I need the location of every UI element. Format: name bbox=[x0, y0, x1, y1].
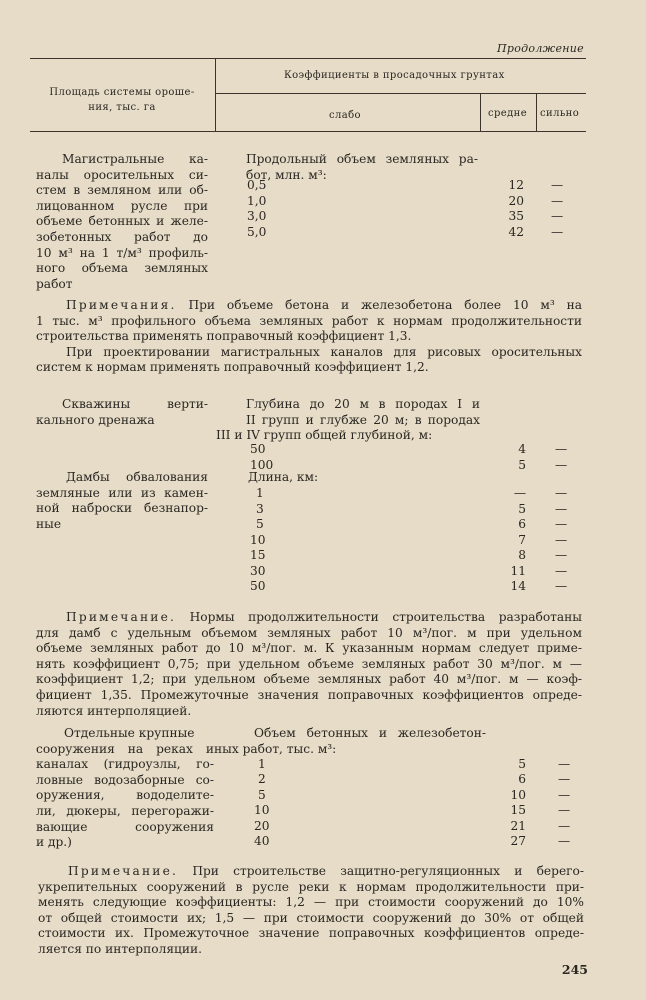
note3-line: укрепительных сооружений в русле реки к нормам продолжительности при- bbox=[38, 879, 584, 894]
section1-param-line: Продольный объем земляных ра- bbox=[246, 152, 478, 166]
section4-name bbox=[36, 726, 214, 851]
row-medium: 12 bbox=[508, 178, 524, 192]
row-strong: — bbox=[558, 803, 571, 817]
row-strong: — bbox=[555, 533, 568, 547]
section4-name-line: каналах (гидроузлы, го- bbox=[36, 757, 214, 772]
section4-name-line: оружения, вододелите- bbox=[36, 788, 214, 803]
section2-name-line: кального дренажа bbox=[36, 412, 155, 427]
section4-param-line: ных работ, тыс. м³: bbox=[214, 741, 337, 756]
section4-name-line: ли, дюкеры, перегоражи- bbox=[36, 803, 214, 818]
note1-line: При проектировании магистральных каналов для рисовых оросительных bbox=[66, 344, 582, 359]
section1-name-line: объеме бетонных и желе- bbox=[36, 214, 208, 229]
note1-line bbox=[36, 298, 582, 314]
note1-text: При объеме бетона и железобетона более 10 м³ на bbox=[188, 298, 583, 312]
row-value: 5 bbox=[256, 517, 264, 531]
section2-param bbox=[216, 397, 480, 444]
row-strong: — bbox=[558, 788, 571, 802]
row-value: 5 bbox=[258, 788, 266, 802]
header-medium: средне bbox=[488, 108, 528, 119]
row-strong: — bbox=[551, 194, 564, 208]
row-medium: 27 bbox=[510, 834, 526, 848]
row-value: 100 bbox=[250, 458, 274, 472]
header-weak: слабо bbox=[329, 110, 361, 121]
note3-line: ляется по интерполяции. bbox=[38, 941, 202, 956]
section4-name-line: вающие сооружения bbox=[36, 819, 214, 834]
row-value: 0,5 bbox=[247, 178, 267, 192]
row-medium: 35 bbox=[508, 209, 524, 223]
section1-name-line: стем в земляном или об- bbox=[36, 183, 208, 198]
note1-line: строительства применять поправочный коэффициент 1,3. bbox=[36, 329, 412, 344]
note1-line: систем к нормам применять поправочный коэффициент 1,2. bbox=[36, 360, 429, 375]
row-medium: 42 bbox=[508, 225, 524, 239]
note1-label: Примечания. bbox=[66, 298, 177, 312]
row-strong: — bbox=[551, 178, 564, 192]
section2-name-line: Скважины верти- bbox=[62, 397, 208, 411]
note2-line: фициент 1,35. Промежуточные значения поправочных коэффициентов опреде- bbox=[36, 687, 582, 702]
row-medium: 5 bbox=[518, 502, 526, 516]
row-medium: 20 bbox=[508, 194, 524, 208]
note2-line bbox=[36, 610, 582, 626]
row-value: 50 bbox=[250, 442, 266, 456]
header-divider-1 bbox=[215, 59, 216, 131]
section1-name bbox=[36, 152, 208, 292]
section3-name bbox=[36, 470, 208, 532]
section4-param-line: Объем бетонных и железобетон- bbox=[254, 726, 486, 740]
row-medium: 5 bbox=[518, 757, 526, 771]
header-strong: сильно bbox=[540, 108, 580, 119]
note2-text: Нормы продолжительности строительства разработаны bbox=[189, 610, 582, 624]
section1-name-line: лицованном русле при bbox=[36, 198, 208, 213]
section3-name-line: земляные или из камен- bbox=[36, 485, 208, 500]
section3-name-line: ной наброски безнапор- bbox=[36, 501, 208, 516]
row-strong: — bbox=[555, 442, 568, 456]
header-mid-rule bbox=[216, 93, 586, 94]
header-coef: Коэффициенты в просадочных грунтах bbox=[284, 70, 505, 81]
header-area-cell bbox=[32, 85, 212, 115]
note3-line: от общей стоимости их; 1,5 — при стоимости сооружений до 30% от общей bbox=[38, 910, 584, 925]
row-medium: 6 bbox=[518, 517, 526, 531]
row-medium: 15 bbox=[510, 803, 526, 817]
row-strong: — bbox=[555, 579, 568, 593]
note3-line: менять следующие коэффициенты: 1,2 — при стоимости сооружений до 10% bbox=[38, 895, 584, 910]
row-strong: — bbox=[555, 564, 568, 578]
section1-name-line: Магистральные ка- bbox=[62, 152, 208, 166]
row-value: 2 bbox=[258, 772, 266, 786]
row-medium: 21 bbox=[510, 819, 526, 833]
section3-name-line: ные bbox=[36, 516, 62, 531]
row-value: 1 bbox=[258, 757, 266, 771]
row-medium: 8 bbox=[518, 548, 526, 562]
note2 bbox=[36, 610, 582, 719]
section2-name bbox=[36, 397, 208, 428]
note1-line: 1 тыс. м³ профильного объема земляных работ к нормам продолжительности bbox=[36, 313, 582, 328]
row-medium: 4 bbox=[518, 442, 526, 456]
section2-param-line: II групп и глубже 20 м; в породах bbox=[246, 412, 480, 427]
section1-name-line: 10 м³ на 1 т/м³ профиль- bbox=[36, 245, 208, 260]
note3-text: При строительстве защитно-регуляционных и берего- bbox=[192, 864, 584, 878]
section1-param-line: бот, млн. м³: bbox=[246, 167, 327, 182]
section3-name-line: Дамбы обвалования bbox=[66, 470, 208, 484]
row-value: 10 bbox=[250, 533, 266, 547]
note2-line: ляются интерполяцией. bbox=[36, 703, 192, 718]
note3-label: Примечание. bbox=[68, 864, 179, 878]
section4-name-line: Отдельные крупные bbox=[64, 726, 195, 740]
row-value: 10 bbox=[254, 803, 270, 817]
row-strong: — bbox=[555, 502, 568, 516]
row-strong: — bbox=[555, 548, 568, 562]
note2-line: для дамб с удельным объемом земляных работ 10 м³/пог. м при удельном bbox=[36, 625, 582, 640]
continuation-label: Продолжение bbox=[496, 42, 584, 55]
row-medium: 10 bbox=[510, 788, 526, 802]
row-value: 5,0 bbox=[247, 225, 267, 239]
row-strong: — bbox=[558, 772, 571, 786]
row-medium: 6 bbox=[518, 772, 526, 786]
header-divider-3 bbox=[536, 94, 537, 131]
row-strong: — bbox=[555, 517, 568, 531]
section4-name-line: ловные водозаборные со- bbox=[36, 772, 214, 787]
row-medium: 5 bbox=[518, 458, 526, 472]
section4-param bbox=[214, 726, 486, 757]
note2-label: Примечание. bbox=[66, 610, 177, 624]
row-strong: — bbox=[551, 225, 564, 239]
section1-name-line: ного объема земляных bbox=[36, 261, 208, 276]
header-divider-2 bbox=[480, 94, 481, 131]
section3-param: Длина, км: bbox=[248, 470, 319, 484]
row-strong: — bbox=[555, 458, 568, 472]
section1-name-line: налы оросительных си- bbox=[36, 167, 208, 182]
header-area-line-2: ния, тыс. га bbox=[88, 102, 156, 113]
section1-name-line: работ bbox=[36, 276, 73, 291]
note2-line: коэффициент 1,2; при удельном объеме земляных работ 40 м³/пог. м — коэф- bbox=[36, 672, 582, 687]
section1-name-line: зобетонных работ до bbox=[36, 229, 208, 244]
row-strong: — bbox=[551, 209, 564, 223]
header-area-line-1: Площадь системы ороше- bbox=[49, 87, 195, 98]
section2-param-line: III и IV групп общей глубиной, м: bbox=[216, 428, 433, 443]
note2-line: нять коэффициент 0,75; при удельном объеме земляных работ 30 м³/пог. м — bbox=[36, 656, 582, 671]
row-value: 30 bbox=[250, 564, 266, 578]
note3 bbox=[38, 864, 584, 958]
section2-param-line: Глубина до 20 м в породах I и bbox=[246, 397, 480, 411]
row-value: 3,0 bbox=[247, 209, 267, 223]
row-value: 3 bbox=[256, 502, 264, 516]
note2-line: объеме земляных работ до 10 м³/пог. м. К указанным нормам следует приме- bbox=[36, 641, 582, 656]
row-strong: — bbox=[558, 834, 571, 848]
row-value: 15 bbox=[250, 548, 266, 562]
row-strong: — bbox=[558, 819, 571, 833]
row-medium: 7 bbox=[518, 533, 526, 547]
note3-line: стоимости их. Промежуточное значение поправочных коэффициентов опреде- bbox=[38, 926, 584, 941]
section4-name-line: сооружения на реках и bbox=[36, 741, 214, 756]
row-value: 1,0 bbox=[247, 194, 267, 208]
header-bottom-rule bbox=[30, 131, 586, 132]
note3-line bbox=[38, 864, 584, 880]
row-medium: 11 bbox=[510, 564, 526, 578]
row-value: 20 bbox=[254, 819, 270, 833]
row-value: 1 bbox=[256, 486, 264, 500]
row-strong: — bbox=[555, 486, 568, 500]
row-medium: 14 bbox=[510, 579, 526, 593]
row-medium: — bbox=[513, 486, 526, 500]
section4-name-line: и др.) bbox=[36, 835, 72, 850]
section1-param bbox=[246, 152, 478, 183]
page-number: 245 bbox=[561, 962, 588, 977]
note1 bbox=[36, 298, 582, 376]
header-top-rule bbox=[30, 58, 586, 59]
row-value: 50 bbox=[250, 579, 266, 593]
row-value: 40 bbox=[254, 834, 270, 848]
row-strong: — bbox=[558, 757, 571, 771]
